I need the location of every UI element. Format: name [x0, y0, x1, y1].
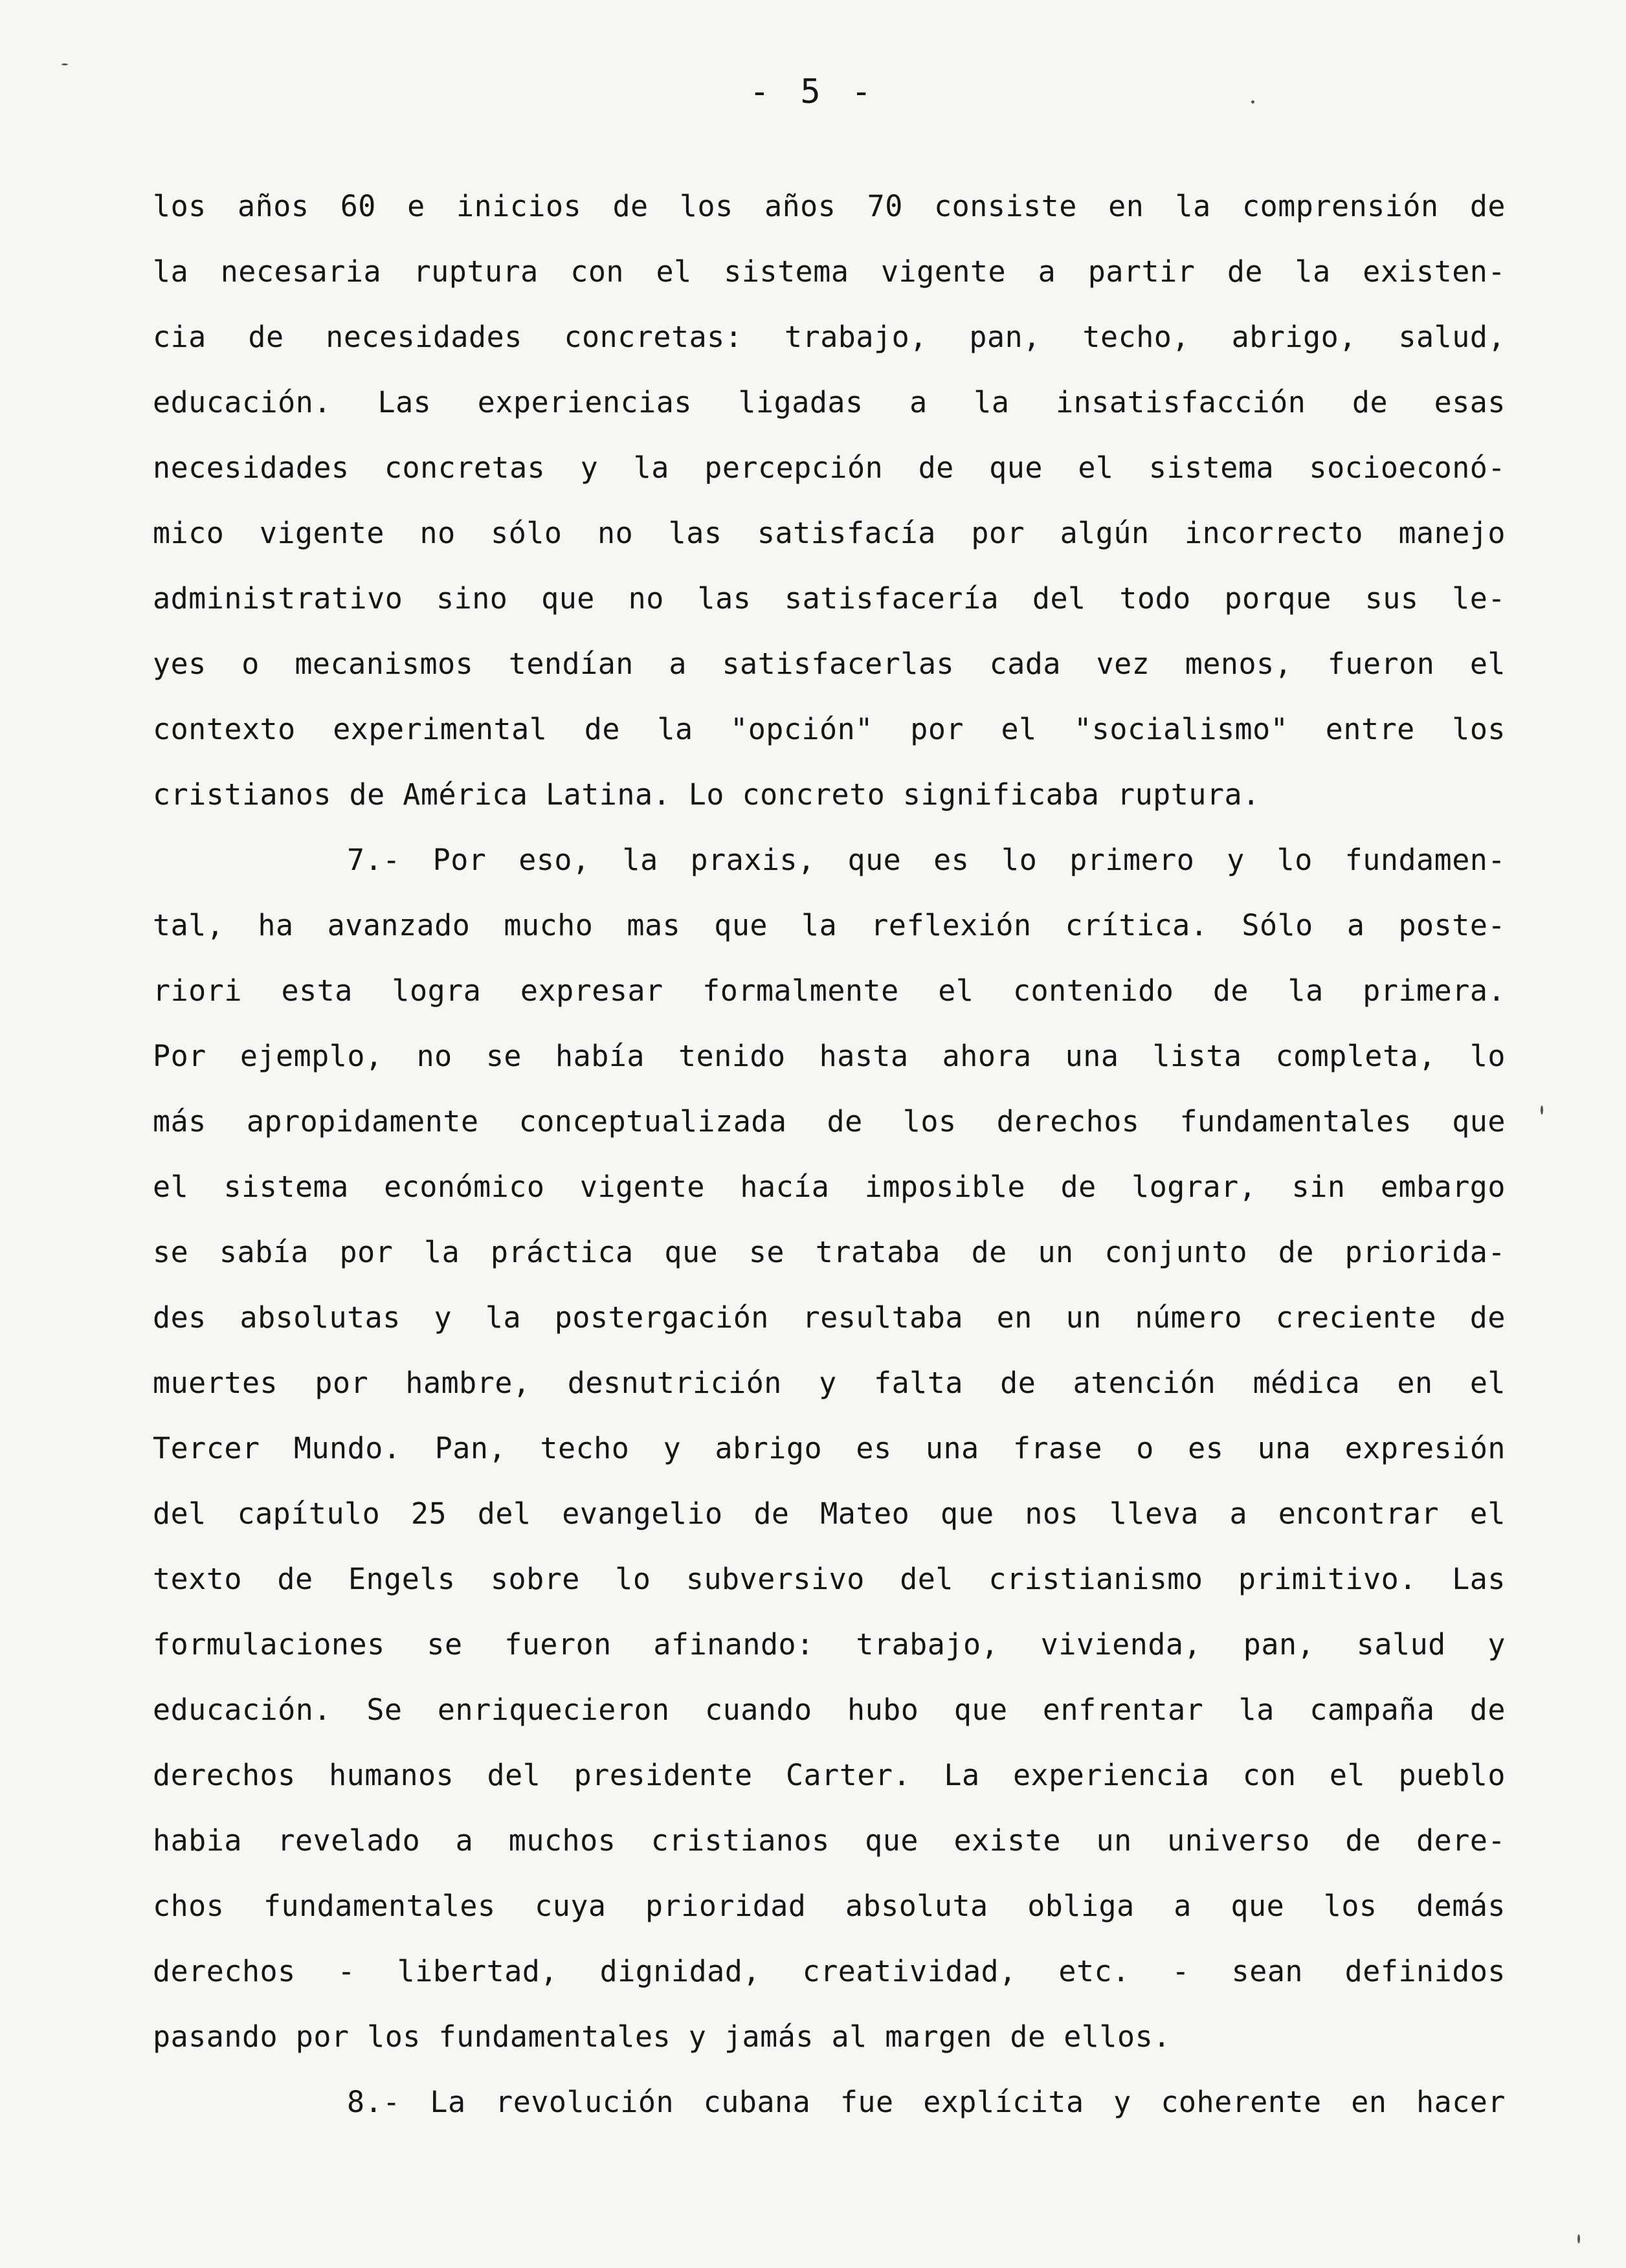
text-line: chos fundamentales cuya prioridad absoluta obliga a que los demás: [153, 1889, 1506, 1923]
text-line: del capítulo 25 del evangelio de Mateo que nos lleva a encontrar el: [153, 1496, 1506, 1531]
text-line: el sistema económico vigente hacía imposible de lograr, sin embargo: [153, 1170, 1506, 1204]
paragraph-start-line: 7.- Por eso, la praxis, que es lo primero y lo fundamen-: [347, 843, 1506, 877]
text-line: pasando por los fundamentales y jamás al margen de ellos.: [153, 2019, 1171, 2054]
ink-speck: [1577, 2234, 1580, 2243]
text-line: cia de necesidades concretas: trabajo, pan, techo, abrigo, salud,: [153, 320, 1506, 354]
text-line: muertes por hambre, desnutrición y falta de atención médica en el: [153, 1366, 1506, 1400]
text-line: formulaciones se fueron afinando: trabajo, vivienda, pan, salud y: [153, 1627, 1506, 1662]
text-line: más apropidamente conceptualizada de los derechos fundamentales que: [153, 1104, 1506, 1139]
text-line: los años 60 e inicios de los años 70 consiste en la comprensión de: [153, 189, 1506, 223]
text-line: cristianos de América Latina. Lo concreto significaba ruptura.: [153, 777, 1260, 812]
text-line: contexto experimental de la "opción" por el "socialismo" entre los: [153, 712, 1506, 746]
text-line: texto de Engels sobre lo subversivo del cristianismo primitivo. Las: [153, 1562, 1506, 1596]
ink-speck: [1541, 1106, 1543, 1115]
text-line: des absolutas y la postergación resultaba en un número creciente de: [153, 1300, 1506, 1335]
ink-speck: [61, 63, 68, 65]
text-line: habia revelado a muchos cristianos que existe un universo de dere-: [153, 1823, 1506, 1858]
page-number: - 5 -: [749, 72, 877, 111]
text-line: Por ejemplo, no se había tenido hasta ahora una lista completa, lo: [153, 1039, 1506, 1073]
text-line: educación. Las experiencias ligadas a la insatisfacción de esas: [153, 385, 1506, 419]
text-line: riori esta logra expresar formalmente el contenido de la primera.: [153, 973, 1506, 1008]
text-line: la necesaria ruptura con el sistema vigente a partir de la existen-: [153, 254, 1506, 289]
text-line: tal, ha avanzado mucho mas que la reflexión crítica. Sólo a poste-: [153, 908, 1506, 942]
paragraph-start-line: 8.- La revolución cubana fue explícita y coherente en hacer: [347, 2085, 1506, 2119]
text-line: yes o mecanismos tendían a satisfacerlas cada vez menos, fueron el: [153, 647, 1506, 681]
body-text: [153, 173, 1506, 2135]
text-line: derechos - libertad, dignidad, creatividad, etc. - sean definidos: [153, 1954, 1506, 1988]
text-line: Tercer Mundo. Pan, techo y abrigo es una frase o es una expresión: [153, 1431, 1506, 1465]
text-line: necesidades concretas y la percepción de que el sistema socioeconó-: [153, 450, 1506, 485]
ink-speck: [1251, 100, 1254, 104]
text-line: se sabía por la práctica que se trataba de un conjunto de priorida-: [153, 1235, 1506, 1269]
text-line: derechos humanos del presidente Carter. La experiencia con el pueblo: [153, 1758, 1506, 1792]
text-line: educación. Se enriquecieron cuando hubo que enfrentar la campaña de: [153, 1693, 1506, 1727]
text-line: administrativo sino que no las satisfacería del todo porque sus le-: [153, 581, 1506, 616]
text-line: mico vigente no sólo no las satisfacía por algún incorrecto manejo: [153, 516, 1506, 550]
